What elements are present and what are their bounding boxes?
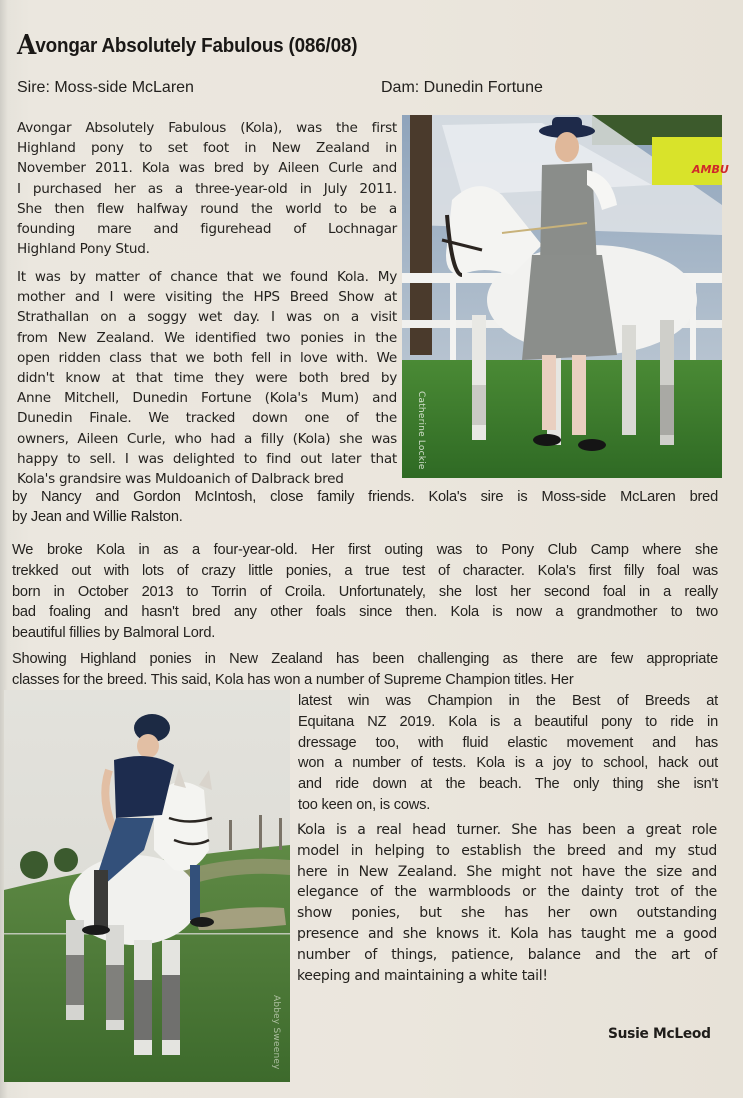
paragraph-intro (17, 118, 397, 259)
text-line: mother and I were visiting the HPS Breed Show at (17, 289, 397, 306)
text-line: classes for the breed. This said, Kola has won a number of Supreme Champion titles. Her (12, 671, 574, 688)
text-line: elegance of the warmbloods or the dainty trot of the (297, 884, 717, 901)
text-line: show ponies, but she has her own outstanding (297, 905, 717, 922)
text-line: happy to sell. I was delighted to find out later that (17, 450, 397, 467)
text-line: November 2011. Kola was bred by Aileen Curle and (17, 160, 397, 177)
photo-credit-2: Abbey Sweeney (271, 995, 281, 1070)
dam-line: Dam: Dunedin Fortune (381, 79, 543, 96)
paragraph-showing (12, 649, 718, 691)
photo-in-hand-showing (402, 115, 729, 478)
text-line: Showing Highland ponies in New Zealand has been challenging as there are few appropriate (12, 651, 718, 667)
text-line: keeping and maintaining a white tail! (297, 967, 548, 984)
ridden-photo-image (4, 690, 290, 1082)
in-hand-photo-image (402, 115, 729, 478)
text-line: didn't know at that time they were both bred by (17, 370, 397, 387)
text-line: too keen on, is cows. (298, 796, 431, 813)
text-line: Anne Mitchell, Dunedin Fortune (Kola's Mum) and (17, 390, 397, 407)
text-line: won a number of tests. Kola is a joy to school, hack out (298, 755, 718, 772)
text-line: and ride down at the beach. The only thing she isn't (298, 776, 718, 793)
text-line: open ridden class that we both fell in love with. We (17, 349, 397, 366)
text-line: presence and she knows it. Kola has taught me a good (297, 925, 717, 942)
paragraph-head-turner (297, 820, 717, 986)
text-line: bad foaling and hasn't bred any other foals since then. Kola is now a grandmother to two (12, 604, 718, 621)
text-line: We broke Kola in as a four-year-old. Her first outing was to Pony Club Camp where she (12, 542, 718, 558)
text-line: She then flew halfway round the world to be a (17, 200, 397, 217)
text-line: founding mare and figurehead of Lochnagar (17, 221, 397, 238)
text-line: born in October 2013 to Torrin of Croila. Unfortunately, she lost her second foal in a really (12, 583, 718, 600)
title-text: vongar Absolutely Fabulous (086/08) (35, 34, 358, 57)
text-line: I purchased her as a three-year-old in July 2011. (17, 180, 397, 197)
text-line: beautiful fillies by Balmoral Lord. (12, 625, 216, 642)
text-line: Highland Pony Stud. (17, 241, 150, 258)
text-line: model in helping to establish the breed and my stud (297, 842, 717, 859)
text-line: Kola is a real head turner. She has been a great role (297, 822, 717, 838)
article-title (17, 30, 357, 61)
text-line: number of things, patience, balance and the art of (297, 946, 717, 963)
sire-line: Sire: Moss-side McLaren (17, 79, 194, 96)
photo-ridden (4, 690, 290, 1082)
text-line: from New Zealand. We identified two ponies in the (17, 329, 397, 346)
title-dropcap: A (17, 30, 36, 61)
paragraph-breaking-in (12, 540, 718, 644)
text-line: here in New Zealand. She might not have the size and (297, 863, 717, 880)
paragraph-finding-kola-continued (12, 487, 718, 527)
paragraph-finding-kola (17, 267, 397, 489)
photo-credit-1: Catherine Lockie (416, 391, 426, 470)
ambulance-vehicle (652, 137, 722, 185)
paragraph-showing-continued (298, 691, 718, 816)
text-line: Dunedin Finale. We tracked down one of the (17, 410, 397, 427)
text-line: Avongar Absolutely Fabulous (Kola), was the first (17, 120, 397, 136)
text-line: dressage too, with fluid elastic movement and has (298, 734, 718, 751)
text-line: latest win was Champion in the Best of Breeds at (298, 693, 718, 709)
text-line: Strathallan on a soggy wet day. I was on a visit (17, 309, 397, 326)
text-line: owners, Aileen Curle, who had a filly (Kola) she was (17, 430, 397, 447)
text-line: Highland pony to set foot in New Zealand in (17, 140, 397, 157)
text-line: Equitana NZ 2019. Kola is a beautiful pony to ride in (298, 713, 718, 730)
author-signature: Susie McLeod (608, 1026, 711, 1042)
text-line: trekked out with lots of crazy little ponies, a true test of character. Kola's first filly foal was (12, 562, 718, 579)
text-line: Kola's grandsire was Muldoanich of Dalbrack bred (17, 471, 344, 488)
text-line: by Nancy and Gordon McIntosh, close family friends. Kola's sire is Moss-side McLaren bred (12, 489, 718, 505)
ambulance-sign-text: AMBU (692, 163, 729, 176)
text-line: It was by matter of chance that we found Kola. My (17, 269, 397, 285)
text-line: by Jean and Willie Ralston. (12, 509, 183, 526)
